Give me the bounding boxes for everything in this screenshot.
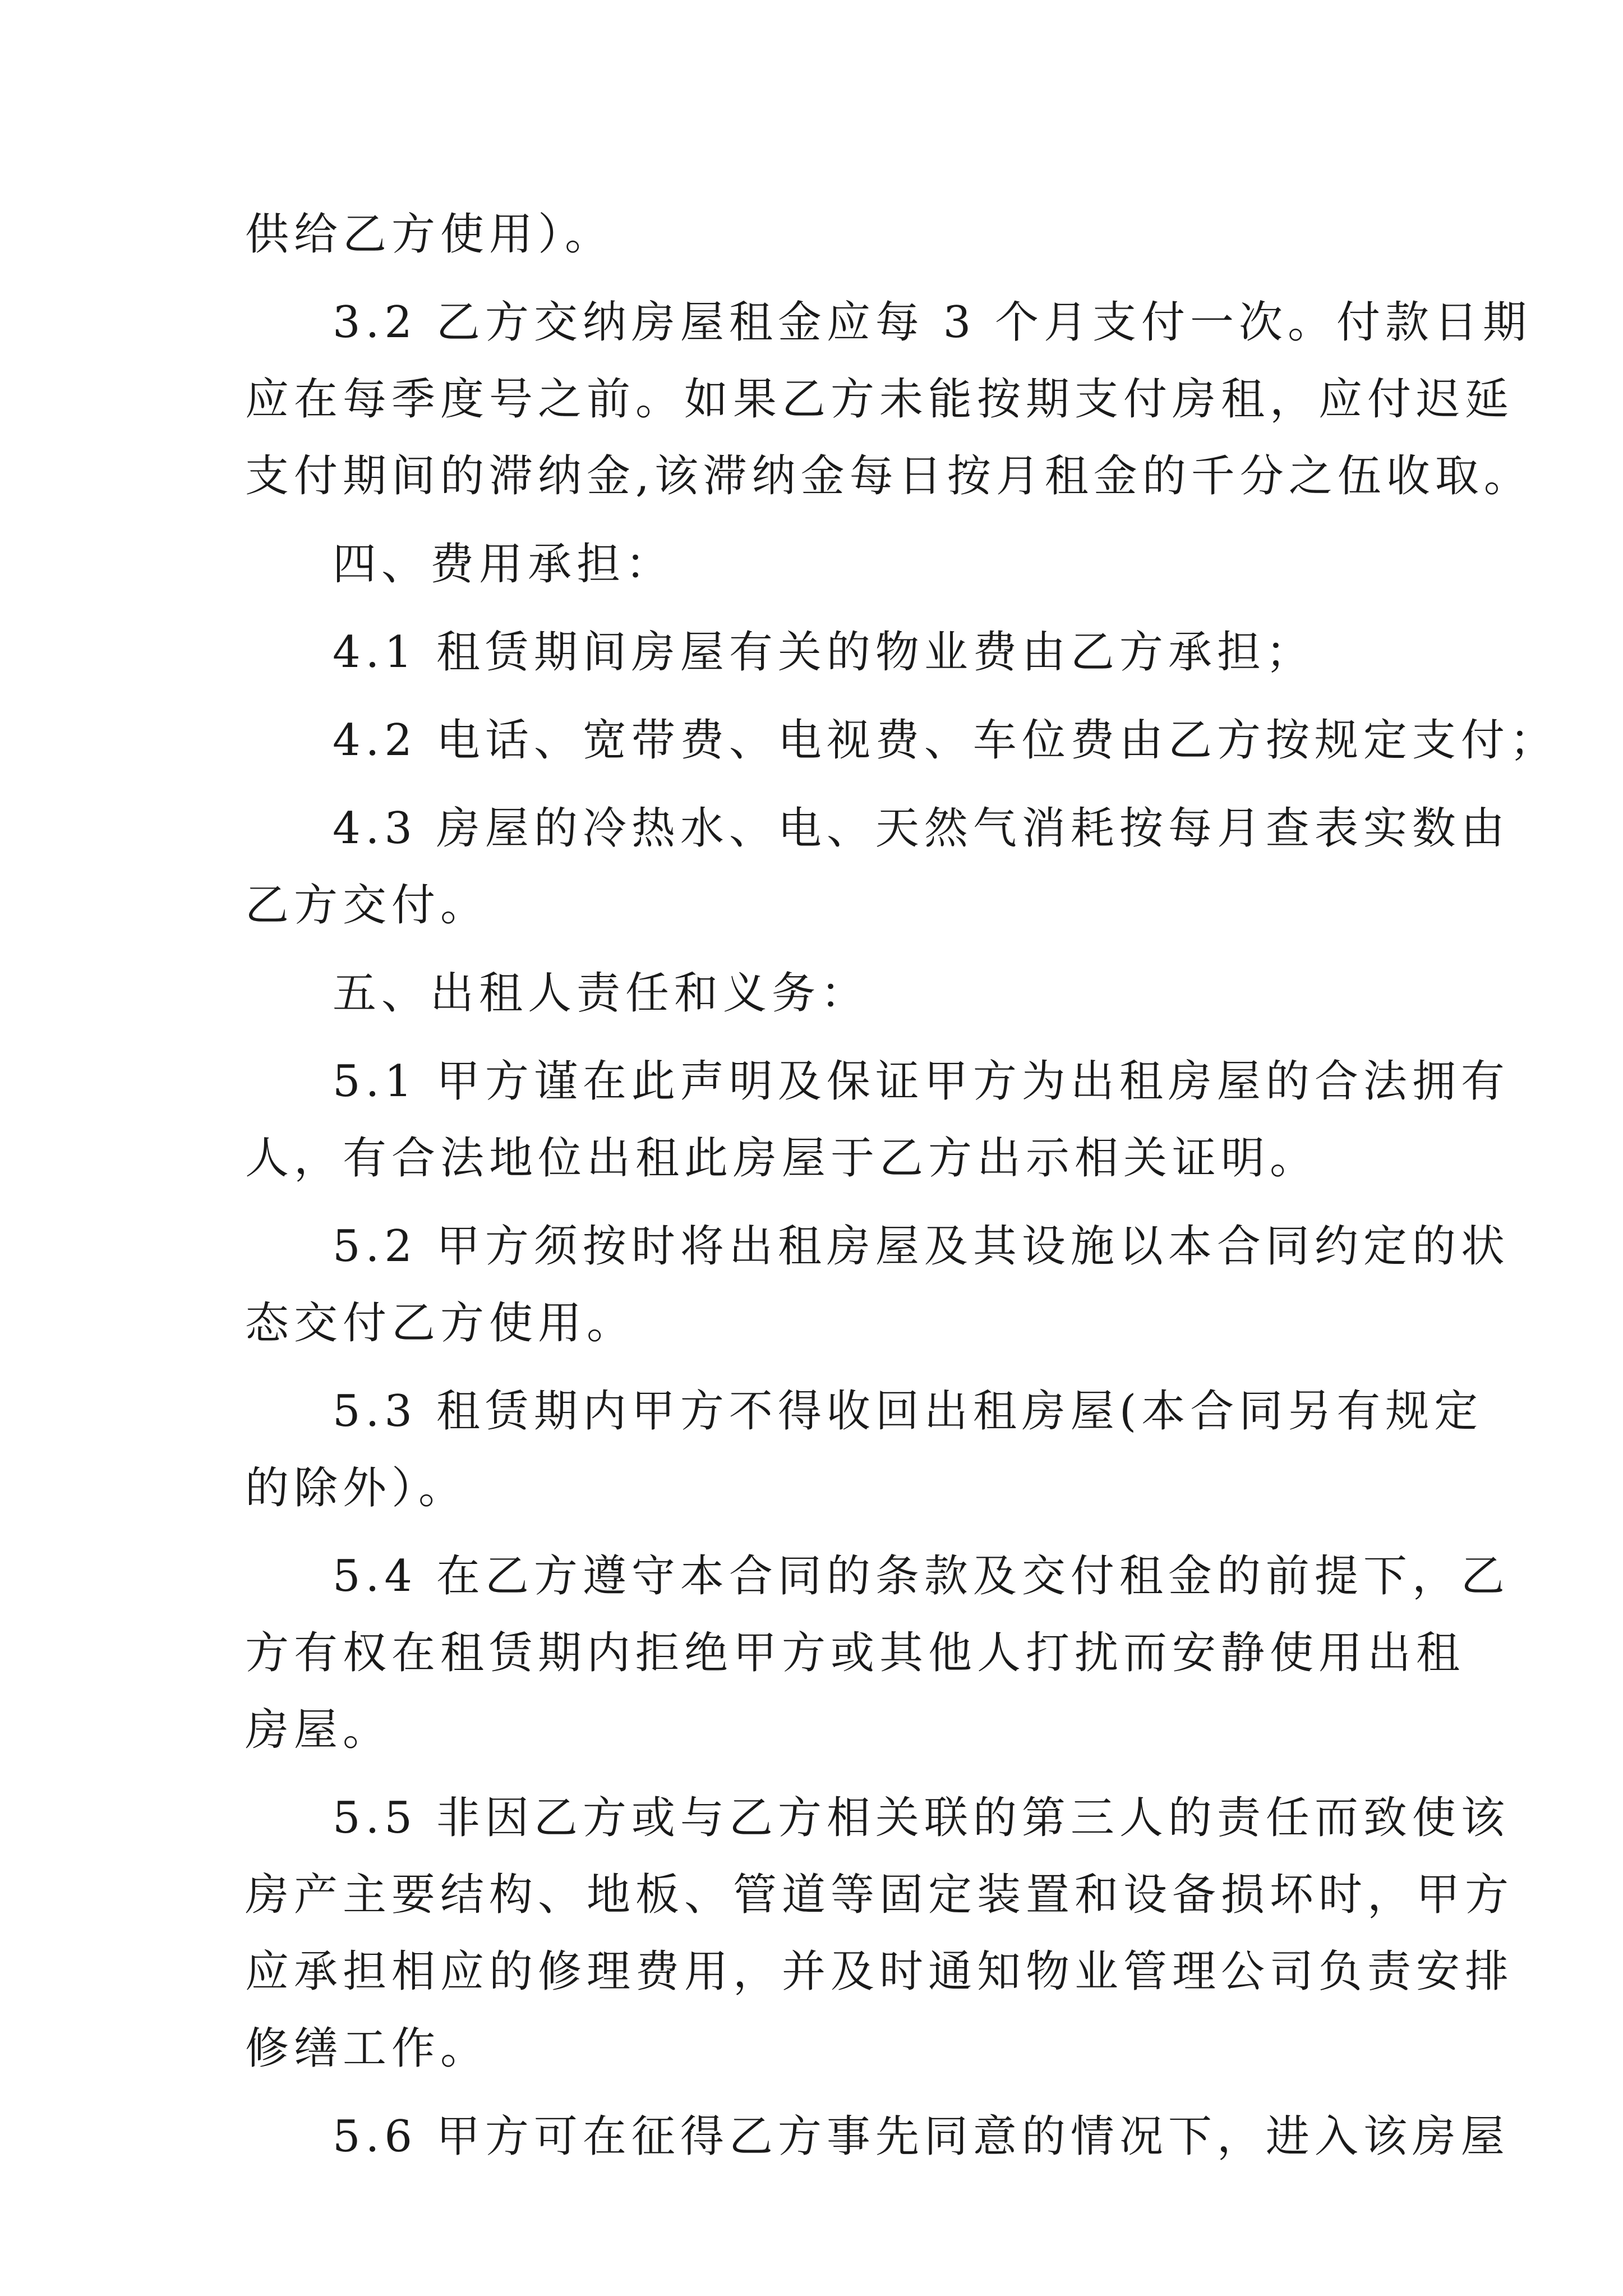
text-line: 态交付乙方使用。 <box>245 1298 636 1349</box>
text-line: 4.2 电话、宽带费、电视费、车位费由乙方按规定支付； <box>333 715 1559 766</box>
text-line: 修缮工作。 <box>245 2023 490 2074</box>
text-line: 5.6 甲方可在征得乙方事先同意的情况下，进入该房屋 <box>333 2111 1510 2162</box>
text-line: 3.2 乙方交纳房屋租金应每 3 个月支付一次。付款日期 <box>333 297 1532 348</box>
text-line: 5.3 租赁期内甲方不得收回出租房屋(本合同另有规定 <box>333 1386 1483 1437</box>
text-line: 乙方交付。 <box>245 880 490 931</box>
text-line: 应承担相应的修理费用，并及时通知物业管理公司负责安排 <box>245 1947 1514 1997</box>
text-line: 房产主要结构、地板、管道等固定装置和设备损坏时，甲方 <box>245 1870 1514 1920</box>
text-line: 5.1 甲方谨在此声明及保证甲方为出租房屋的合法拥有 <box>333 1056 1510 1107</box>
section-heading: 四、费用承担： <box>333 539 675 590</box>
text-line: 人，有合法地位出租此房屋于乙方出示相关证明。 <box>245 1133 1319 1184</box>
text-line: 应在每季度号之前。如果乙方未能按期支付房租，应付迟延 <box>245 374 1514 425</box>
text-line: 4.3 房屋的冷热水、电、天然气消耗按每月查表实数由 <box>333 803 1510 854</box>
text-line: 5.4 在乙方遵守本合同的条款及交付租金的前提下，乙 <box>333 1551 1510 1602</box>
text-line: 5.2 甲方须按时将出租房屋及其设施以本合同约定的状 <box>333 1221 1510 1272</box>
text-line: 房屋。 <box>245 1705 392 1755</box>
text-line: 的除外）。 <box>245 1463 468 1513</box>
text-line: 方有权在租赁期内拒绝甲方或其他人打扰而安静使用出租 <box>245 1628 1465 1678</box>
section-heading: 五、出租人责任和义务： <box>333 968 870 1019</box>
text-line: 供给乙方使用）。 <box>245 209 614 260</box>
text-line: 4.1 租赁期间房屋有关的物业费由乙方承担； <box>333 627 1315 678</box>
text-line: 支付期间的滞纳金,该滞纳金每日按月租金的千分之伍收取。 <box>245 451 1533 501</box>
text-line: 5.5 非因乙方或与乙方相关联的第三人的责任而致使该 <box>333 1793 1510 1843</box>
